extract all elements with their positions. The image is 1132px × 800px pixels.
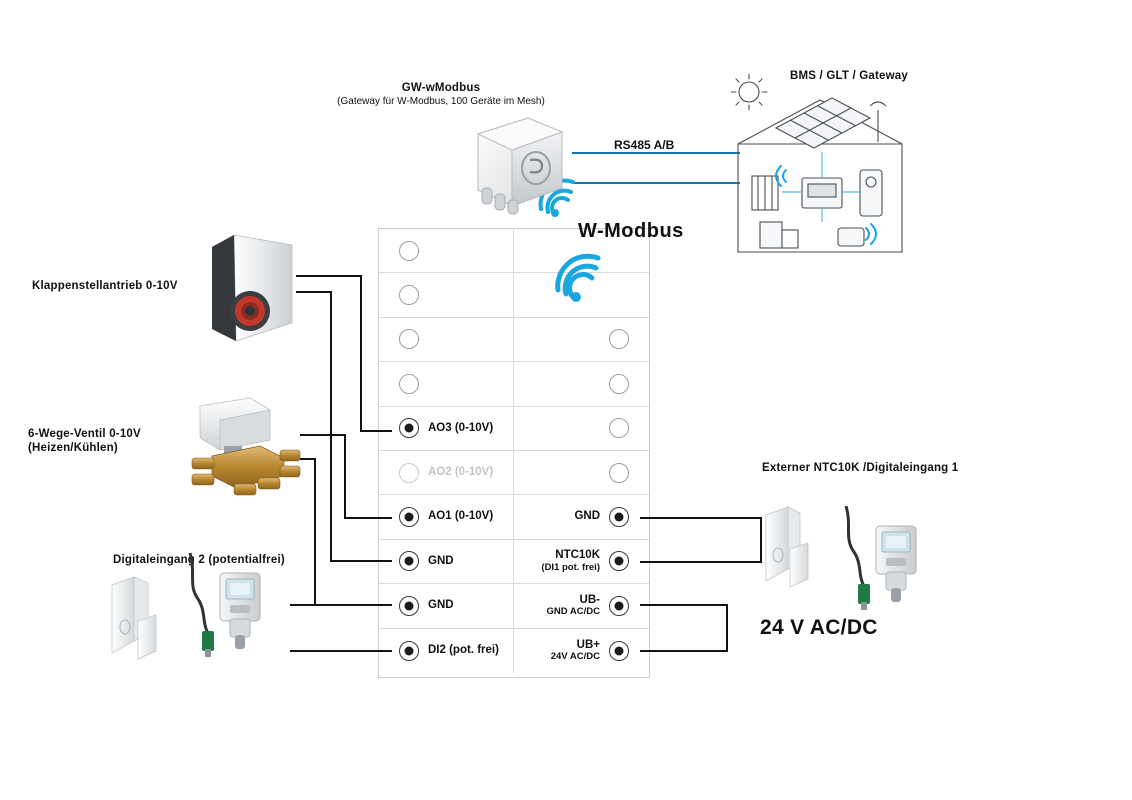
wire-ntc-signal	[640, 561, 762, 563]
table-row	[379, 362, 649, 406]
terminal-gnd-1[interactable]: GND	[379, 540, 514, 583]
rs485-line-b	[572, 182, 740, 184]
table-row	[379, 451, 649, 495]
rs485-label: RS485 A/B	[614, 138, 675, 152]
wire-valve-gnd-h2	[314, 604, 392, 606]
wire-damper-gnd-h2	[330, 560, 392, 562]
wire-ub-plus	[640, 650, 728, 652]
label-valve: 6-Wege-Ventil 0-10V	[28, 428, 141, 440]
door-contact-right	[762, 505, 820, 591]
ntc-probe-left	[180, 545, 270, 660]
terminal-ntc10k[interactable]: NTC10K (DI1 pot. frei)	[514, 540, 649, 583]
terminal-dot-icon[interactable]	[399, 374, 419, 394]
wire-di2-signal	[290, 650, 392, 652]
terminal-ao3[interactable]: AO3 (0-10V)	[379, 407, 514, 450]
valve-device	[186, 392, 304, 500]
wifi-icon	[552, 250, 608, 311]
terminal-dot-icon[interactable]	[609, 463, 629, 483]
wire-ub-v	[726, 604, 728, 650]
terminal-left-4[interactable]	[379, 362, 514, 405]
wire-di2-gnd	[290, 604, 314, 606]
terminal-dot-icon[interactable]	[399, 285, 419, 305]
gateway-desc: (Gateway für W-Modbus, 100 Geräte im Mesh)	[337, 96, 545, 107]
table-row	[379, 318, 649, 362]
terminal-left-1[interactable]	[379, 229, 514, 272]
bms-label: BMS / GLT / Gateway	[790, 70, 908, 82]
wire-ntc-gnd	[640, 517, 762, 519]
label-di2: Digitaleingang 2 (potentialfrei)	[113, 554, 285, 566]
terminal-right-4[interactable]	[514, 362, 649, 405]
wire-damper-signal	[296, 275, 362, 277]
table-row	[379, 540, 649, 584]
wire-damper-to-ao3	[360, 430, 392, 432]
wire-valve-to-ao1	[344, 517, 392, 519]
table-row	[379, 495, 649, 539]
table-row	[379, 584, 649, 628]
gateway-name: GW-wModbus	[401, 82, 481, 94]
gateway-device	[466, 110, 574, 220]
building-graphic	[720, 70, 920, 260]
terminal-dot-icon[interactable]	[609, 551, 629, 571]
wire-damper-gnd	[296, 291, 332, 293]
terminal-right-5[interactable]	[514, 407, 649, 450]
terminal-right-3[interactable]	[514, 318, 649, 361]
door-contact-left	[108, 575, 170, 665]
terminal-dot-icon[interactable]	[399, 596, 419, 616]
terminal-dot-icon[interactable]	[399, 418, 419, 438]
wire-valve-gnd-v	[314, 458, 316, 606]
table-row	[379, 407, 649, 451]
terminal-gnd-2[interactable]: GND	[379, 584, 514, 627]
terminal-dot-icon[interactable]	[609, 596, 629, 616]
terminal-left-2[interactable]	[379, 273, 514, 316]
terminal-dot-icon[interactable]	[609, 329, 629, 349]
terminal-di2[interactable]: DI2 (pot. frei)	[379, 629, 514, 673]
terminal-left-3[interactable]	[379, 318, 514, 361]
terminal-dot-icon[interactable]	[399, 329, 419, 349]
wire-valve-signal-v	[344, 434, 346, 518]
terminal-ub-minus[interactable]: UB- GND AC/DC	[514, 584, 649, 627]
wmodbus-title: W-Modbus	[578, 220, 684, 242]
terminal-right-6[interactable]	[514, 451, 649, 494]
terminal-ao1[interactable]: AO1 (0-10V)	[379, 495, 514, 538]
terminal-dot-icon[interactable]	[399, 551, 419, 571]
table-row	[379, 273, 649, 317]
terminal-dot-icon[interactable]	[609, 374, 629, 394]
rs485-line-a	[572, 152, 740, 154]
wire-ub-minus	[640, 604, 728, 606]
terminal-gnd-right[interactable]: GND	[514, 495, 649, 538]
gateway-caption	[313, 82, 569, 107]
terminal-dot-icon[interactable]	[609, 507, 629, 527]
terminal-dot-icon[interactable]	[609, 418, 629, 438]
table-row	[379, 629, 649, 673]
wire-damper-gnd-v	[330, 291, 332, 561]
ntc-probe-right	[836, 500, 924, 612]
damper-actuator	[206, 231, 298, 345]
wire-damper-signal-v	[360, 275, 362, 432]
terminal-dot-icon[interactable]	[399, 241, 419, 261]
terminal-ub-plus[interactable]: UB+ 24V AC/DC	[514, 629, 649, 673]
label-damper: Klappenstellantrieb 0-10V	[32, 280, 178, 292]
terminal-block	[378, 228, 650, 678]
terminal-ao2[interactable]: AO2 (0-10V)	[379, 451, 514, 494]
terminal-dot-icon[interactable]	[609, 641, 629, 661]
terminal-dot-icon[interactable]	[399, 641, 419, 661]
label-valve-group	[28, 428, 188, 454]
power-label: 24 V AC/DC	[760, 616, 878, 639]
wire-valve-signal	[300, 434, 346, 436]
terminal-dot-icon[interactable]	[399, 507, 419, 527]
label-valve-sub: (Heizen/Kühlen)	[28, 442, 118, 454]
terminal-dot-icon[interactable]	[399, 463, 419, 483]
label-ntc-external: Externer NTC10K /Digitaleingang 1	[762, 462, 959, 474]
